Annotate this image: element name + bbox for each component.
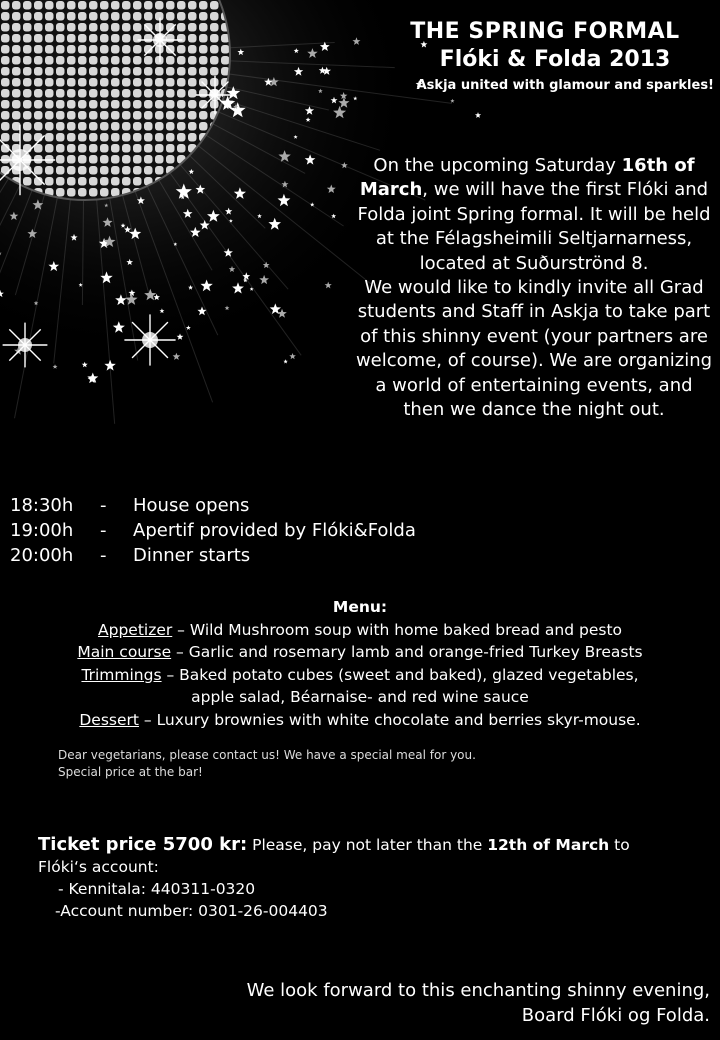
event-subtitle: Flóki & Folda 2013	[439, 47, 671, 72]
payment-text: Please, pay not later than the	[247, 836, 488, 854]
closing	[247, 978, 710, 1028]
menu-item	[0, 641, 720, 664]
menu-item-text: – Garlic and rosemary lamb and orange-fried Turkey Breasts	[171, 643, 643, 661]
intro-text	[354, 154, 714, 422]
schedule-time: 18:30h	[10, 495, 74, 516]
payment-text-end: to	[609, 836, 630, 854]
bar-note: Special price at the bar!	[58, 765, 203, 779]
event-date: 16th of March	[359, 155, 695, 201]
header	[360, 18, 720, 93]
schedule-time: 20:00h	[10, 545, 74, 566]
menu-item-text: – Luxury brownies with white chocolate and berries skyr-mouse.	[138, 710, 641, 729]
schedule-row	[10, 493, 416, 518]
intro-invitation: We would like to kindly invite all Grad students and Staff in Askja to take part of this shinny event (your partners are welcome, of course). We are organizing a world of entertaining events, and then we dance the night out.	[355, 277, 713, 421]
star-shape	[475, 112, 481, 118]
vegetarian-note: Dear vegetarians, please contact us! We have a special meal for you.	[58, 748, 476, 762]
schedule	[10, 493, 416, 568]
schedule-event: House opens	[133, 495, 250, 516]
menu-item-text: – Wild Mushroom soup with home baked bread and pesto	[172, 620, 622, 639]
menu-item	[0, 664, 720, 687]
ticket-price: Ticket price 5700 kr:	[38, 834, 248, 855]
notes	[58, 747, 476, 781]
schedule-row	[10, 543, 416, 568]
closing-line: We look forward to this enchanting shinny evening,	[246, 980, 710, 1001]
schedule-event: Apertif provided by Flóki&Folda	[133, 520, 416, 541]
menu-item-label: Trimmings	[81, 665, 162, 684]
menu-item	[0, 619, 720, 642]
menu-item-label: Appetizer	[98, 620, 173, 639]
menu-item	[0, 709, 720, 732]
account-line: Flóki‘s account:	[38, 858, 159, 876]
account-number: -Account number: 0301-26-004403	[55, 902, 328, 920]
intro-text-venue: , we will have the first Flóki and Folda joint Spring formal. It will be held at the Félagsheimili Seltjarnarness, located at Suðurströnd 8.	[357, 179, 711, 274]
ticket-info	[38, 834, 718, 922]
event-tagline: Askja united with glamour and sparkles!	[416, 78, 714, 93]
star-shape	[450, 99, 454, 103]
kennitala: - Kennitala: 440311-0320	[58, 880, 256, 898]
schedule-time: 19:00h	[10, 520, 74, 541]
ticket-line	[38, 834, 718, 856]
menu-title: Menu:	[332, 598, 388, 616]
intro-text-start: On the upcoming Saturday	[373, 155, 622, 176]
event-title: THE SPRING FORMAL	[410, 19, 680, 44]
sparkle-flare	[124, 314, 175, 365]
schedule-dash: -	[100, 520, 107, 541]
menu-item	[0, 686, 720, 709]
menu-item-text: – Baked potato cubes (sweet and baked), glazed vegetables,	[161, 665, 639, 684]
payment-deadline: 12th of March	[487, 836, 610, 854]
schedule-dash: -	[100, 545, 107, 566]
menu	[0, 596, 720, 731]
menu-item-text: apple salad, Béarnaise- and red wine sauce	[191, 688, 529, 706]
schedule-event: Dinner starts	[133, 545, 251, 566]
menu-item-label: Dessert	[79, 710, 139, 729]
signature-line: Board Flóki og Folda.	[521, 1005, 710, 1026]
menu-item-label: Main course	[77, 643, 172, 661]
schedule-dash: -	[100, 495, 107, 516]
schedule-row	[10, 518, 416, 543]
sparkle-flare	[196, 76, 234, 114]
